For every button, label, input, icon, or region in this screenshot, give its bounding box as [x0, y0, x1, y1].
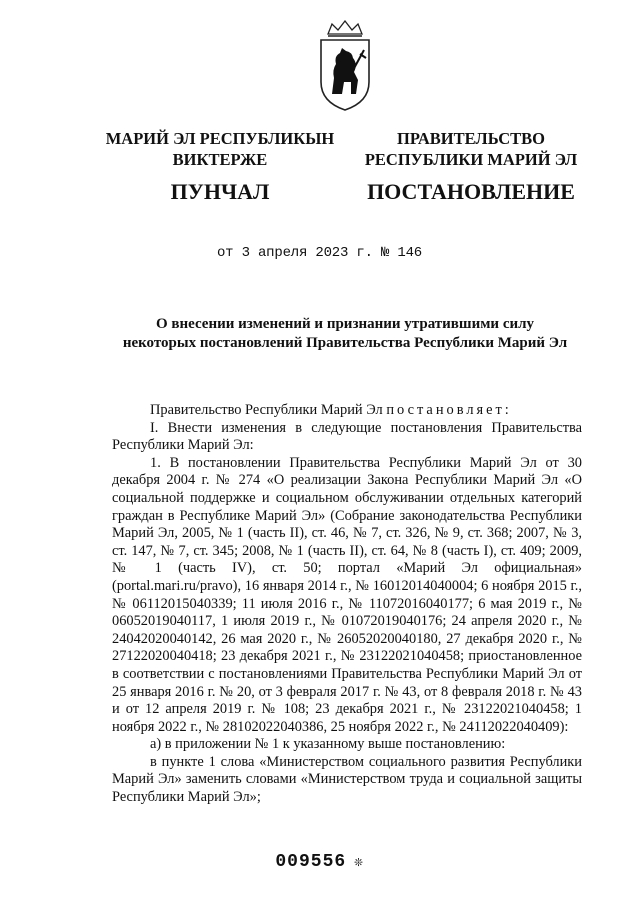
- intro-decree-word: постановляет:: [386, 402, 512, 418]
- intro-prefix: Правительство Республики Марий Эл: [150, 402, 387, 418]
- serial-number-stamp: [0, 852, 639, 872]
- header-mari-block: [95, 128, 345, 206]
- document-title-line2: некоторых постановлений Правительства Республики Марий Эл: [122, 335, 568, 351]
- header-russian-line1: ПРАВИТЕЛЬСТВО: [397, 129, 545, 148]
- document-title: [110, 315, 580, 353]
- paragraph-item-1: 1. В постановлении Правительства Республики Марий Эл от 30 декабря 2004 г. № 274 «О реализации Закона Республики Марий Эл «О социальной поддержке и социальном обслуживании отдельных категорий граждан в Республике Марий Эл» (Собрание законодательства Республики Марий Эл, 2005, № 1 (часть II), ст. 46, № 7, ст. 326, № 9, ст. 368; 2007, № 3, ст. 147, № 7, ст. 345; 2008, № 1 (часть II), ст. 64, № 8 (часть I), ст. 409; 2009, № 1 (часть IV), ст. 50; портал «Марий Эл официальная» (portal.mari.ru/pravo), 16 января 2014 г., № 16012014040004; 6 ноября 2015 г., № 06112015040339; 11 июля 2016 г., № 11072016040177; 6 мая 2019 г., № 06052019040117, 1 июля 2019 г., № 01072019040176; 24 апреля 2020 г., № 24042020040142, 26 мая 2020 г., № 26052020040180, 27 декабря 2020 г., № 27122020040418; 23 декабря 2021 г., № 23122021040458; приостановленное в соответствии с постановлениями Правительства Республики Марий Эл от 25 января 2016 г. № 20, от 3 февраля 2017 г. № 43, от 8 февраля 2018 г. № 43 и от 12 апреля 2019 г. № 108; 23 декабря 2021 г., № 23122021040458; 1 ноября 2022 г., № 28102022040386, 25 ноября 2022 г., № 24112022040409):: [112, 454, 582, 735]
- intro-paragraph: [112, 402, 582, 420]
- serial-number: 009556: [275, 852, 347, 872]
- header-russian-line2: РЕСПУБЛИКИ МАРИЙ ЭЛ: [364, 150, 578, 169]
- paragraph-subitem-a: а) в приложении № 1 к указанному выше постановлению:: [150, 736, 506, 753]
- paragraph-point-1-change: в пункте 1 слова «Министерством социального развития Республики Марий Эл» заменить словами «Министерством труда и социальной защиты Республики Марий Эл»;: [112, 753, 582, 806]
- header-russian-block: [355, 128, 587, 206]
- snowflake-mark-icon: ❊: [354, 855, 364, 871]
- header-mari-doc-type: ПУНЧАЛ: [170, 179, 270, 204]
- document-title-line1: О внесении изменений и признании утратившими силу: [155, 316, 535, 332]
- document-date-number: от 3 апреля 2023 г. № 146: [216, 245, 423, 261]
- paragraph-section-1: I. Внести изменения в следующие постановления Правительства Республики Марий Эл:: [112, 419, 582, 454]
- header-mari-line1: МАРИЙ ЭЛ РЕСПУБЛИКЫН: [105, 129, 335, 148]
- coat-of-arms-emblem: [318, 20, 372, 112]
- header-russian-doc-type: ПОСТАНОВЛЕНИЕ: [367, 179, 575, 204]
- header-mari-line2: ВИКТЕРЖЕ: [172, 150, 268, 169]
- document-body: [112, 402, 582, 807]
